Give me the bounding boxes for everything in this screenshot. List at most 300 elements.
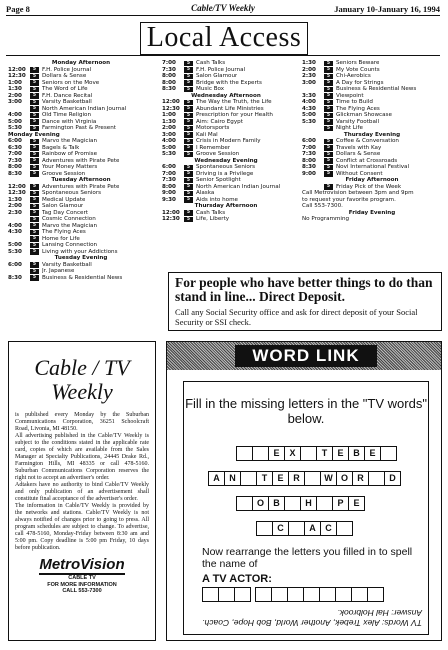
channel-badge: 5: [184, 61, 193, 67]
day-heading: Friday Afternoon: [345, 177, 399, 183]
program-title: Abundant Life Ministries: [196, 105, 264, 112]
program-time: 12:00: [162, 99, 180, 105]
program-time: 4:30: [8, 229, 22, 235]
channel-badge: 5: [30, 106, 39, 112]
program-title: Conflict at Crossroads: [336, 157, 398, 164]
program-time: 5:30: [8, 125, 22, 131]
schedule-note: to request your favorite program.: [302, 196, 396, 203]
program-time: 6:00: [8, 138, 22, 144]
metrovision-line: CABLE TV: [68, 575, 96, 581]
program-title: Motorsports: [196, 125, 230, 131]
program-title: Coffee & Conversation: [336, 138, 399, 144]
program-time: 3:30: [302, 92, 316, 99]
program-title: Novi International Festival: [336, 164, 410, 170]
letter-square[interactable]: [319, 587, 336, 602]
program-time: 6:30: [8, 144, 22, 151]
letter-square: B: [268, 496, 285, 511]
channel-badge: 5: [30, 145, 39, 151]
program-title: Rainbow of Promise: [42, 151, 98, 157]
program-title: Groove Session: [196, 151, 240, 157]
program-time: 8:30: [8, 274, 22, 281]
channel-badge: 5: [184, 113, 193, 119]
schedule-note: Call 553-7300.: [302, 203, 343, 209]
actor-word-box: [202, 587, 250, 602]
program-title: The Flying Aces: [42, 229, 86, 235]
program-time: 1:30: [162, 118, 176, 125]
channel-badge: 5: [30, 126, 39, 132]
program-title: The Flying Aces: [336, 105, 380, 112]
program-title: Old Time Religion: [42, 112, 92, 118]
puzzle-box: [183, 381, 429, 635]
letter-square[interactable]: [351, 587, 368, 602]
program-title: Medical Update: [42, 196, 86, 203]
channel-badge: 5: [324, 74, 333, 80]
program-time: 7:00: [162, 170, 176, 177]
channel-badge: 5: [30, 236, 39, 242]
program-title: Glickman Showcase: [336, 112, 392, 118]
program-title: Alaska: [196, 190, 215, 196]
program-time: 4:00: [8, 222, 22, 229]
channel-badge: 5: [184, 67, 193, 73]
channel-badge: 5: [324, 152, 333, 158]
letter-square[interactable]: [287, 587, 304, 602]
letter-square[interactable]: [236, 496, 253, 511]
program-title: Spontaneous Seniors: [196, 164, 256, 170]
program-time: 4:00: [8, 112, 22, 118]
program-time: 5:00: [162, 144, 176, 151]
channel-badge: 5: [184, 119, 193, 125]
channel-badge: 5: [30, 165, 39, 171]
program-title: Chi-Aerobics: [336, 73, 371, 79]
letter-square: P: [332, 496, 349, 511]
day-heading: Thursday Afternoon: [194, 203, 258, 209]
channel-badge: 5: [30, 171, 39, 177]
letter-square: E: [348, 496, 365, 511]
word-grid-4: [256, 521, 352, 536]
channel-badge: 5: [184, 184, 193, 190]
program-title: Bagels & Talk: [42, 144, 80, 151]
channel-badge: 5: [30, 204, 39, 210]
program-time: 5:30: [302, 118, 316, 125]
program-time: 5:00: [302, 112, 316, 118]
program-title: Salon Glamour: [196, 73, 238, 79]
program-time: 8:30: [8, 170, 22, 177]
program-time: 3:00: [8, 99, 22, 105]
schedule-column-2: [162, 60, 290, 268]
channel-badge: 5: [30, 249, 39, 255]
word-link-puzzle: [166, 341, 442, 641]
program-title: Jr. Japanese: [42, 268, 75, 274]
program-title: Dollars & Sense: [42, 73, 87, 79]
program-time: 2:00: [8, 203, 22, 209]
channel-badge: 5: [30, 217, 39, 223]
channel-badge: 5: [30, 74, 39, 80]
channel-badge: 5: [184, 171, 193, 177]
program-title: Home for Life: [42, 235, 80, 242]
program-time: 7:00: [8, 151, 22, 157]
letter-square[interactable]: [252, 446, 269, 461]
word-grid-3: [236, 496, 364, 511]
letter-square: W: [320, 471, 337, 486]
program-title: North American Indian Journal: [42, 105, 127, 112]
program-time: 5:30: [8, 248, 22, 255]
page-header: [6, 2, 440, 16]
channel-badge: 5: [324, 100, 333, 106]
ad-headline: For people who have better things to do than stand in line... Direct Deposit.: [175, 275, 433, 304]
letter-square[interactable]: [300, 446, 317, 461]
metrovision-logo: MetroVision: [39, 556, 125, 573]
program-time: 12:30: [162, 105, 180, 112]
puzzle-title: WORD LINK: [235, 345, 377, 367]
program-title: Your Money Matters: [42, 164, 98, 170]
program-title: Crisis in Modern Family: [196, 138, 261, 144]
program-time: 9:30: [162, 196, 176, 203]
letter-square: H: [300, 496, 317, 511]
letter-square[interactable]: [202, 587, 219, 602]
channel-badge: 5: [184, 74, 193, 80]
day-heading: Friday Evening: [348, 209, 396, 216]
schedule-note: Call Metrovision between 3pm and 9pm: [302, 190, 414, 196]
program-title: Without Consent: [336, 170, 383, 177]
program-title: Business & Residential News: [42, 274, 123, 281]
letter-square: N: [224, 471, 241, 486]
channel-badge: 5: [30, 269, 39, 275]
channel-badge: 5: [184, 165, 193, 171]
letter-square[interactable]: [240, 471, 257, 486]
letter-square: E: [272, 471, 289, 486]
program-time: 12:30: [8, 73, 26, 79]
letter-square[interactable]: [316, 496, 333, 511]
actor-word-box: [255, 587, 383, 602]
channel-badge: 5: [324, 158, 333, 164]
program-title: Varsity Football: [336, 118, 380, 125]
program-title: Cash Talks: [196, 209, 226, 216]
program-title: Farmington Past & Present: [42, 125, 116, 131]
program-title: Senior Spotlight: [196, 177, 241, 183]
letter-square[interactable]: [218, 587, 235, 602]
metrovision-phone: CALL 553-7300: [62, 588, 102, 594]
program-title: Groove Session: [42, 170, 86, 177]
channel-badge: 5: [30, 113, 39, 119]
program-time: 5:30: [162, 151, 176, 157]
program-time: 9:00: [302, 170, 316, 177]
program-listing: [8, 275, 154, 282]
program-title: Varsity Basketball: [42, 261, 92, 268]
program-time: 3:00: [302, 79, 316, 86]
channel-badge: 5: [324, 126, 333, 132]
letter-square: E: [268, 446, 285, 461]
word-grid-1: [236, 446, 396, 461]
channel-badge: 5: [30, 93, 39, 99]
program-title: Night Life: [336, 125, 363, 131]
program-time: 6:00: [162, 164, 176, 170]
program-title: North American Indian Journal: [196, 183, 281, 190]
program-title: Lansing Connection: [42, 242, 98, 248]
program-title: Aids into home: [196, 196, 238, 203]
section-banner: [140, 22, 308, 55]
program-time: 4:30: [302, 105, 316, 112]
program-title: Adventures with Pirate Pete: [42, 183, 120, 190]
program-title: Business & Residential News: [336, 86, 417, 92]
banner-rule: [6, 55, 440, 56]
day-heading: Monday Evening: [8, 131, 60, 138]
day-heading: Tuesday Afternoon: [51, 177, 111, 183]
letter-square: X: [284, 446, 301, 461]
channel-badge: 5: [184, 152, 193, 158]
channel-badge: 5: [324, 119, 333, 125]
letter-square: A: [304, 521, 321, 536]
channel-badge: 5: [324, 145, 333, 151]
program-title: The Word of Life: [42, 86, 88, 92]
letter-square[interactable]: [288, 521, 305, 536]
schedule-note: No Programming: [302, 216, 350, 222]
program-title: Music Box: [196, 86, 225, 92]
metrovision-line: FOR MORE INFORMATION: [47, 581, 117, 588]
program-time: 2:30: [302, 73, 316, 79]
notice-paragraph: All advertising published in the Cable/TV Weekly is subject to the conditions stated in the applicable rate card, copies of which are available from the Sales Manager at Specialty Publications, 24445 Drake Rd., Farmington Hills, MI 48335 or call 478-5160. Suburban Communications Corporation reserves the right not to accept an advertiser's order.: [15, 433, 149, 481]
program-title: Marvo the Magician: [42, 222, 97, 229]
program-time: 7:00: [162, 60, 176, 66]
channel-badge: 5: [324, 87, 333, 93]
channel-badge: 5: [184, 80, 193, 86]
ad-body: Call any Social Security office and ask for direct deposit of your Social Security or SSI check.: [175, 307, 418, 327]
letter-square[interactable]: [304, 471, 321, 486]
program-time: 8:00: [162, 73, 176, 79]
letter-square[interactable]: [380, 446, 397, 461]
program-title: Salon Glamour: [42, 203, 84, 209]
channel-badge: 5: [184, 132, 193, 138]
program-time: 1:30: [8, 196, 22, 203]
program-time: 6:00: [8, 261, 22, 268]
program-title: Adventures with Pirate Pete: [42, 157, 120, 164]
program-title: Viewpoint: [336, 92, 364, 99]
program-title: F.H. Dance Recital: [42, 92, 93, 99]
weekly-logo: Weekly: [51, 379, 113, 404]
program-time: 7:30: [162, 177, 176, 183]
program-title: Living with your Addictions: [42, 248, 118, 255]
program-title: Friday Pick of the Week: [336, 183, 402, 190]
actor-answer-grid: [202, 587, 388, 602]
letter-square[interactable]: [236, 446, 253, 461]
program-time: 12:00: [162, 209, 180, 216]
channel-badge: 5: [184, 217, 193, 223]
letter-square[interactable]: [336, 521, 353, 536]
channel-badge: 5: [30, 210, 39, 216]
channel-badge: 5: [184, 139, 193, 145]
letter-square: O: [336, 471, 353, 486]
program-time: 8:00: [162, 79, 176, 86]
channel-badge: 5: [30, 262, 39, 268]
program-title: Cash Talks: [196, 60, 226, 66]
program-title: Travels with Kay: [336, 144, 382, 151]
header-rule: [6, 15, 440, 16]
program-title: My Vote Counts: [336, 66, 380, 73]
letter-square: R: [352, 471, 369, 486]
program-time: 2:00: [8, 92, 22, 99]
program-time: 8:00: [302, 157, 316, 164]
program-title: I Remember: [196, 144, 231, 151]
rearrange-instruction: Now rearrange the letters you filled in to spell the name of: [202, 546, 413, 570]
program-time: 3:00: [162, 131, 176, 138]
upside-down-answer: TV Words: Alex Trebek, Another World, Bob Hope, Coach. Answer: Hal Holbrook.: [202, 608, 422, 628]
channel-badge: 5: [324, 106, 333, 112]
letter-square: A: [208, 471, 225, 486]
channel-badge: 5: [30, 67, 39, 73]
actor-label: A TV ACTOR:: [202, 573, 272, 585]
program-time: 2:00: [302, 66, 316, 73]
channel-badge: 5: [324, 67, 333, 73]
day-heading: Thursday Evening: [343, 131, 401, 138]
letter-square: B: [348, 446, 365, 461]
letter-square[interactable]: [367, 587, 384, 602]
program-time: 7:30: [162, 66, 176, 73]
program-title: Life, Liberty: [196, 216, 230, 222]
program-listing: [162, 216, 290, 223]
publication-info-box: [8, 341, 156, 641]
program-title: A Day for Strings: [336, 79, 384, 86]
day-heading: Wednesday Afternoon: [191, 92, 261, 99]
program-title: Varsity Basketball: [42, 99, 92, 105]
letter-square[interactable]: [368, 471, 385, 486]
program-time: 12:00: [8, 66, 26, 73]
notice-paragraph: is published every Monday by the Suburban Communications Corporation, 36251 Schoolcraft Road, Livonia, MI 48150.: [15, 412, 149, 432]
letter-square: E: [364, 446, 381, 461]
day-heading: Wednesday Evening: [194, 157, 258, 164]
channel-badge: 5: [324, 80, 333, 86]
program-title: The Way the Truth, the Life: [196, 99, 272, 105]
program-title: Marvo the Magician: [42, 138, 97, 144]
channel-badge: 5: [30, 80, 39, 86]
letter-square[interactable]: [335, 587, 352, 602]
channel-badge: 5: [324, 171, 333, 177]
channel-badge: 5: [30, 243, 39, 249]
program-time: 8:30: [162, 86, 176, 92]
letter-square: T: [316, 446, 333, 461]
program-time: 1:30: [302, 60, 316, 66]
channel-badge: 5: [324, 61, 333, 67]
program-title: Dance with Virginia: [42, 118, 97, 125]
program-title: Spontaneous Seniors: [42, 190, 102, 196]
program-title: Prescription for your Health: [196, 112, 273, 118]
notice-paragraph: The information in Cable/TV Weekly is provided by the networks and stations. Cable/TV Weekly is not always notified of changes prior to going to press. All program schedules are subject to change. To advertise, call 478-5160, Monday-Friday between 8:30 am and 5:00 pm. Copy deadline is 5:00 pm Friday, 10 days before publication.: [15, 503, 149, 551]
letter-square[interactable]: [255, 587, 272, 602]
channel-badge: 5: [30, 152, 39, 158]
program-title: F.H. Police Journal: [42, 66, 92, 73]
letter-square: C: [320, 521, 337, 536]
day-heading: Tuesday Evening: [54, 255, 108, 261]
channel-badge: 5: [30, 119, 39, 125]
channel-badge: 5: [184, 126, 193, 132]
channel-badge: 5: [30, 158, 39, 164]
program-time: 2:00: [162, 125, 176, 131]
letter-square[interactable]: [271, 587, 288, 602]
program-title: Driving is a Privilege: [196, 170, 254, 177]
publication-notice: [15, 412, 149, 552]
program-time: 5:00: [8, 242, 22, 248]
letter-square: D: [384, 471, 401, 486]
channel-badge: 5: [184, 145, 193, 151]
channel-badge: 5: [30, 191, 39, 197]
channel-badge: 5: [184, 106, 193, 112]
program-title: Tag Day Concert: [42, 209, 88, 216]
channel-badge: 5: [30, 100, 39, 106]
program-time: 8:00: [8, 164, 22, 170]
channel-badge: 5: [184, 191, 193, 197]
notice-paragraph: Adtakers have no authority to bind Cable/TV Weekly and only publication of an advertisement shall constitute final acceptance of the advertiser's order.: [15, 482, 149, 502]
program-time: 7:30: [8, 157, 22, 164]
channel-badge: 5: [30, 223, 39, 229]
channel-badge: 5: [30, 139, 39, 145]
issue-date: January 10-January 16, 1994: [334, 4, 440, 14]
program-time: 1:00: [8, 79, 22, 86]
program-title: Seniors on the Move: [42, 79, 100, 86]
program-time: 1:00: [162, 112, 176, 118]
letter-square: E: [332, 446, 349, 461]
program-time: 12:30: [162, 216, 180, 222]
letter-square: C: [272, 521, 289, 536]
channel-badge: 5: [30, 87, 39, 93]
program-time: 5:00: [8, 118, 22, 125]
channel-badge: 5: [30, 197, 39, 203]
section-title: Local Access: [146, 22, 302, 53]
day-heading: Monday Afternoon: [51, 60, 111, 66]
direct-deposit-ad: [168, 272, 442, 331]
cable-tv-logo: Cable / TV: [34, 355, 130, 380]
letter-square[interactable]: [256, 521, 273, 536]
channel-badge: 5: [324, 139, 333, 145]
program-title: Aim: Cairo Egypt: [196, 118, 243, 125]
program-time: 4:00: [302, 99, 316, 105]
program-title: F.H. Police Journal: [196, 66, 246, 73]
channel-badge: 5: [324, 165, 333, 171]
program-time: 8:30: [302, 164, 316, 170]
channel-badge: 5: [324, 184, 333, 190]
program-title: Cosmic Connection: [42, 216, 96, 222]
letter-square: O: [252, 496, 269, 511]
schedule-column-1: [8, 60, 154, 281]
schedule-column-3: [302, 60, 442, 268]
channel-badge: 5: [184, 100, 193, 106]
program-time: 7:30: [302, 151, 316, 157]
letter-square[interactable]: [234, 587, 251, 602]
program-time: [302, 125, 324, 132]
program-title: Bridge with the Experts: [196, 79, 262, 86]
channel-badge: 5: [184, 197, 193, 203]
channel-badge: 5: [30, 230, 39, 236]
letter-square[interactable]: [284, 496, 301, 511]
publication-name: Cable/TV Weekly: [191, 3, 255, 13]
channel-badge: 5: [324, 113, 333, 119]
program-time: 12:30: [8, 190, 26, 196]
channel-badge: 5: [184, 210, 193, 216]
program-title: Time to Build: [336, 99, 373, 105]
program-time: 6:00: [302, 138, 316, 144]
program-title: Seniors Beware: [336, 60, 380, 66]
program-title: Kali Mal: [196, 131, 218, 138]
program-time: 12:00: [8, 183, 26, 190]
page-number: Page 8: [6, 4, 30, 14]
letter-square[interactable]: [303, 587, 320, 602]
metrovision-block: [15, 556, 149, 595]
program-time: 9:00: [162, 190, 176, 196]
program-time: 8:00: [162, 183, 176, 190]
word-grid-2: [208, 471, 400, 486]
program-time: 1:30: [8, 86, 22, 92]
channel-badge: 5: [30, 275, 39, 281]
letter-square: T: [256, 471, 273, 486]
channel-badge: 5: [30, 184, 39, 190]
program-title: Dollars & Sense: [336, 151, 381, 157]
